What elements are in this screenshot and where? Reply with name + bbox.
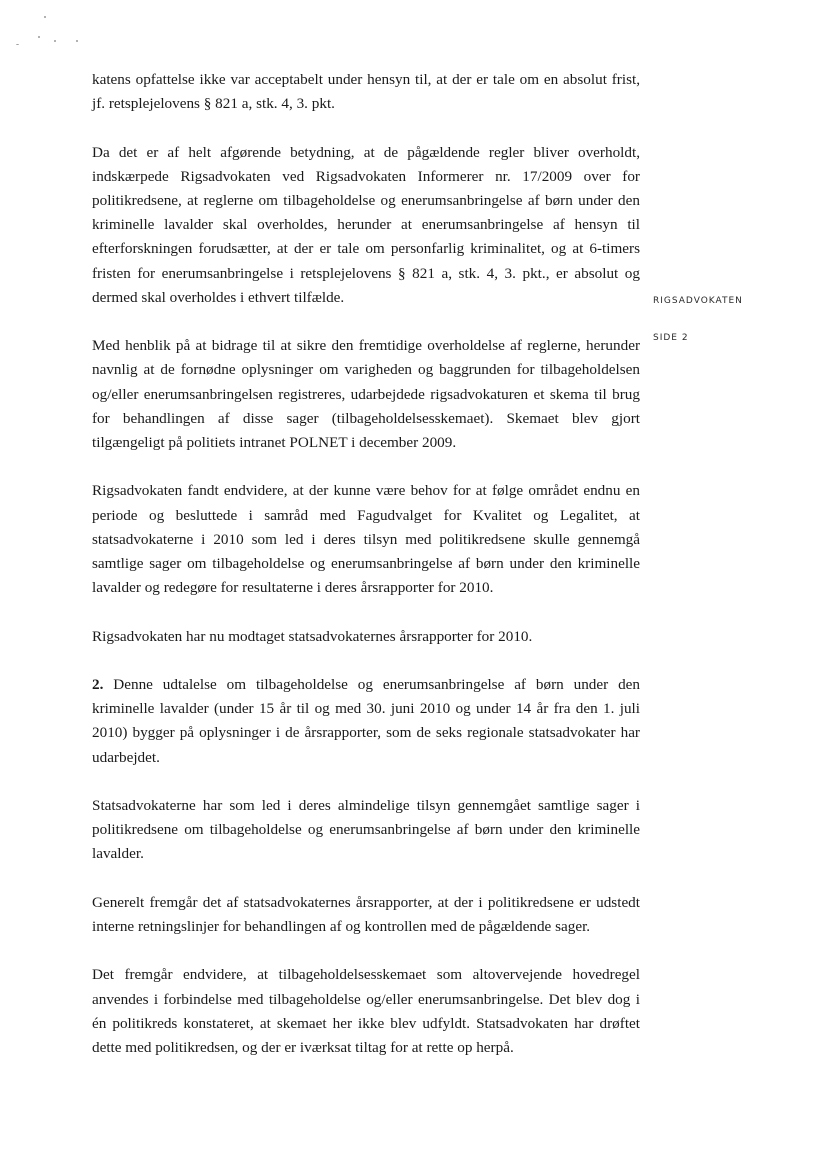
document-body bbox=[92, 68, 640, 1060]
sidebar-office-name: RIGSADVOKATEN bbox=[653, 296, 743, 306]
scan-speck bbox=[44, 16, 46, 18]
paragraph-7: Statsadvokaterne har som led i deres almindelige tilsyn gennemgået samtlige sager i politikredsene om tilbageholdelse og enerumsanbringelse af børn under den kriminelle lavalder. bbox=[92, 797, 640, 863]
paragraph-4: Rigsadvokaten fandt endvidere, at der kunne være behov for at følge området endnu en periode og besluttede i samråd med Fagudvalget for Kvalitet og Legalitet, at statsadvokaterne i 2010 som led i deres tilsyn med politikredsene skulle gennemgå samtlige sager om tilbageholdelse og enerumsanbringelse af børn under den kriminelle lavalder og redegøre for resultaterne i deres årsrapporter for 2010. bbox=[92, 482, 640, 597]
scan-speck bbox=[54, 40, 56, 42]
paragraph-9: Det fremgår endvidere, at tilbageholdelsesskemaet som altovervejende hovedregel anvendes i forbindelse med tilbageholdelse og/eller enerumsanbringelse. Det blev dog i én politikreds konstateret, at skemaet her ikke blev udfyldt. Statsadvokaten har drøftet dette med politikredsen, og der er iværksat tiltag for at rette op herpå. bbox=[92, 966, 640, 1056]
section-number: 2. bbox=[92, 676, 104, 693]
paragraph-3: Med henblik på at bidrage til at sikre den fremtidige overholdelse af reglerne, herunder navnlig at de fornødne oplysninger om varigheden og baggrunden for tilbageholdelsen og/eller enerumsanbringelsen registreres, udarbejdede rigsadvokaturen et skema til brug for behandlingen af disse sager (tilbageholdelsesskemaet). Skemaet blev gjort tilgængeligt på politiets intranet POLNET i december 2009. bbox=[92, 337, 640, 452]
paragraph-5: Rigsadvokaten har nu modtaget statsadvokaternes årsrapporter for 2010. bbox=[92, 627, 533, 645]
paragraph-6 bbox=[92, 673, 640, 770]
sidebar-page-number: SIDE 2 bbox=[653, 333, 689, 343]
scan-speck bbox=[16, 44, 19, 45]
paragraph-8: Generelt fremgår det af statsadvokaternes årsrapporter, at der i politikredsene er udstedt interne retningslinjer for behandlingen af og kontrollen med de pågældende sager. bbox=[92, 893, 640, 935]
paragraph-6-text: Denne udtalelse om tilbageholdelse og enerumsanbringelse af børn under den kriminelle lavalder (under 15 år til og med 30. juni 2010 og under 14 år fra den 1. juli 2010) bygger på oplysninger i de årsrapporter, som de seks regionale statsadvokater har udarbejdet. bbox=[92, 676, 640, 766]
scan-speck bbox=[76, 40, 78, 42]
scan-speck bbox=[38, 36, 40, 38]
paragraph-2: Da det er af helt afgørende betydning, at de pågældende regler bliver overholdt, indskærpede Rigsadvokaten ved Rigsadvokaten Informerer nr. 17/2009 over for politikredsene, at reglerne om tilbageholdelse og enerumsanbringelse af børn under den kriminelle lavalder skal overholdes, herunder at enerumsanbringelse af hensyn til efterforskningen forudsætter, at der er tale om personfarlig kriminalitet, og at 6-timers fristen for enerumsanbringelse i retsplejelovens § 821 a, stk. 4, 3. pkt., er absolut og dermed skal overholdes i ethvert tilfælde. bbox=[92, 143, 640, 306]
paragraph-1: katens opfattelse ikke var acceptabelt under hensyn til, at der er tale om en absolut frist, jf. retsplejelovens § 821 a, stk. 4, 3. pkt. bbox=[92, 71, 640, 113]
